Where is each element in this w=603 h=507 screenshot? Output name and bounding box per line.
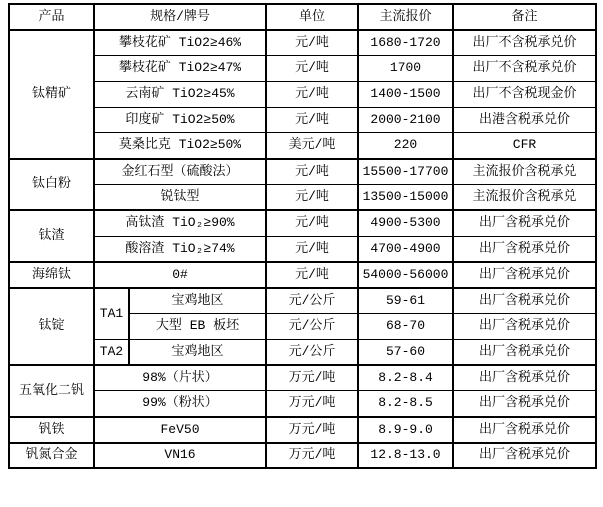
product-cell: 钛渣 <box>9 210 94 262</box>
spec-cell: 宝鸡地区 <box>129 339 266 365</box>
product-cell: 钛锭 <box>9 288 94 365</box>
header-product: 产品 <box>9 4 94 30</box>
price-cell: 68-70 <box>358 314 453 340</box>
note-cell: 出厂含税承兑价 <box>453 236 596 262</box>
note-cell: 出厂含税承兑价 <box>453 262 596 288</box>
product-cell: 钒铁 <box>9 417 94 443</box>
grade-cell: TA1 <box>94 288 129 340</box>
spec-cell: 莫桑比克 TiO2≥50% <box>94 133 266 159</box>
spec-cell: 酸溶渣 TiO₂≥74% <box>94 236 266 262</box>
spec-cell: 印度矿 TiO2≥50% <box>94 107 266 133</box>
unit-cell: 万元/吨 <box>266 417 358 443</box>
table-row <box>9 56 596 82</box>
price-cell: 1700 <box>358 56 453 82</box>
spec-cell: 攀枝花矿 TiO2≥47% <box>94 56 266 82</box>
note-cell: 出厂不含税承兑价 <box>453 56 596 82</box>
header-price: 主流报价 <box>358 4 453 30</box>
unit-cell: 万元/吨 <box>266 391 358 417</box>
unit-cell: 元/吨 <box>266 30 358 56</box>
product-cell: 钛白粉 <box>9 159 94 211</box>
spec-cell: VN16 <box>94 443 266 469</box>
spec-cell: 0# <box>94 262 266 288</box>
price-cell: 2000-2100 <box>358 107 453 133</box>
spec-cell: FeV50 <box>94 417 266 443</box>
spec-cell: 98%（片状） <box>94 365 266 391</box>
price-cell: 8.2-8.4 <box>358 365 453 391</box>
table-row <box>9 236 596 262</box>
note-cell: 出港含税承兑价 <box>453 107 596 133</box>
unit-cell: 元/吨 <box>266 56 358 82</box>
note-cell: 出厂含税承兑价 <box>453 288 596 314</box>
note-cell: 出厂不含税现金价 <box>453 81 596 107</box>
table-row <box>9 185 596 211</box>
product-cell: 钒氮合金 <box>9 443 94 469</box>
table-row <box>9 391 596 417</box>
note-cell: 出厂含税承兑价 <box>453 443 596 469</box>
unit-cell: 元/吨 <box>266 185 358 211</box>
price-cell: 15500-17700 <box>358 159 453 185</box>
table-row <box>9 107 596 133</box>
note-cell: 主流报价含税承兑 <box>453 185 596 211</box>
spec-cell: 攀枝花矿 TiO2≥46% <box>94 30 266 56</box>
note-cell: 出厂含税承兑价 <box>453 339 596 365</box>
unit-cell: 元/吨 <box>266 236 358 262</box>
spec-cell: 宝鸡地区 <box>129 288 266 314</box>
note-cell: CFR <box>453 133 596 159</box>
table-row <box>9 30 596 56</box>
unit-cell: 万元/吨 <box>266 365 358 391</box>
price-cell: 4700-4900 <box>358 236 453 262</box>
product-cell: 钛精矿 <box>9 30 94 159</box>
unit-cell: 万元/吨 <box>266 443 358 469</box>
grade-cell: TA2 <box>94 339 129 365</box>
table-row <box>9 288 596 314</box>
price-cell: 8.9-9.0 <box>358 417 453 443</box>
unit-cell: 元/公斤 <box>266 339 358 365</box>
spec-cell: 金红石型（硫酸法） <box>94 159 266 185</box>
spec-cell: 99%（粉状） <box>94 391 266 417</box>
table-row <box>9 262 596 288</box>
price-cell: 220 <box>358 133 453 159</box>
spec-cell: 高钛渣 TiO₂≥90% <box>94 210 266 236</box>
unit-cell: 元/吨 <box>266 210 358 236</box>
price-cell: 59-61 <box>358 288 453 314</box>
price-cell: 54000-56000 <box>358 262 453 288</box>
unit-cell: 元/公斤 <box>266 288 358 314</box>
spec-cell: 大型 EB 板坯 <box>129 314 266 340</box>
unit-cell: 元/吨 <box>266 81 358 107</box>
spec-cell: 云南矿 TiO2≥45% <box>94 81 266 107</box>
price-cell: 4900-5300 <box>358 210 453 236</box>
unit-cell: 元/公斤 <box>266 314 358 340</box>
table-row <box>9 443 596 469</box>
price-table <box>8 3 597 469</box>
price-cell: 13500-15000 <box>358 185 453 211</box>
unit-cell: 元/吨 <box>266 262 358 288</box>
header-unit: 单位 <box>266 4 358 30</box>
table-row <box>9 133 596 159</box>
price-cell: 57-60 <box>358 339 453 365</box>
table-row <box>9 365 596 391</box>
unit-cell: 元/吨 <box>266 107 358 133</box>
header-spec: 规格/牌号 <box>94 4 266 30</box>
price-cell: 1680-1720 <box>358 30 453 56</box>
price-cell: 12.8-13.0 <box>358 443 453 469</box>
unit-cell: 美元/吨 <box>266 133 358 159</box>
price-cell: 1400-1500 <box>358 81 453 107</box>
table-row <box>9 210 596 236</box>
table-row <box>9 159 596 185</box>
note-cell: 主流报价含税承兑 <box>453 159 596 185</box>
table-row <box>9 81 596 107</box>
table-row <box>9 339 596 365</box>
note-cell: 出厂含税承兑价 <box>453 210 596 236</box>
note-cell: 出厂含税承兑价 <box>453 417 596 443</box>
unit-cell: 元/吨 <box>266 159 358 185</box>
product-cell: 海绵钛 <box>9 262 94 288</box>
note-cell: 出厂不含税承兑价 <box>453 30 596 56</box>
header-row <box>9 4 596 30</box>
note-cell: 出厂含税承兑价 <box>453 314 596 340</box>
spec-cell: 锐钛型 <box>94 185 266 211</box>
note-cell: 出厂含税承兑价 <box>453 391 596 417</box>
note-cell: 出厂含税承兑价 <box>453 365 596 391</box>
product-cell: 五氧化二钒 <box>9 365 94 417</box>
header-note: 备注 <box>453 4 596 30</box>
price-cell: 8.2-8.5 <box>358 391 453 417</box>
table-row <box>9 417 596 443</box>
